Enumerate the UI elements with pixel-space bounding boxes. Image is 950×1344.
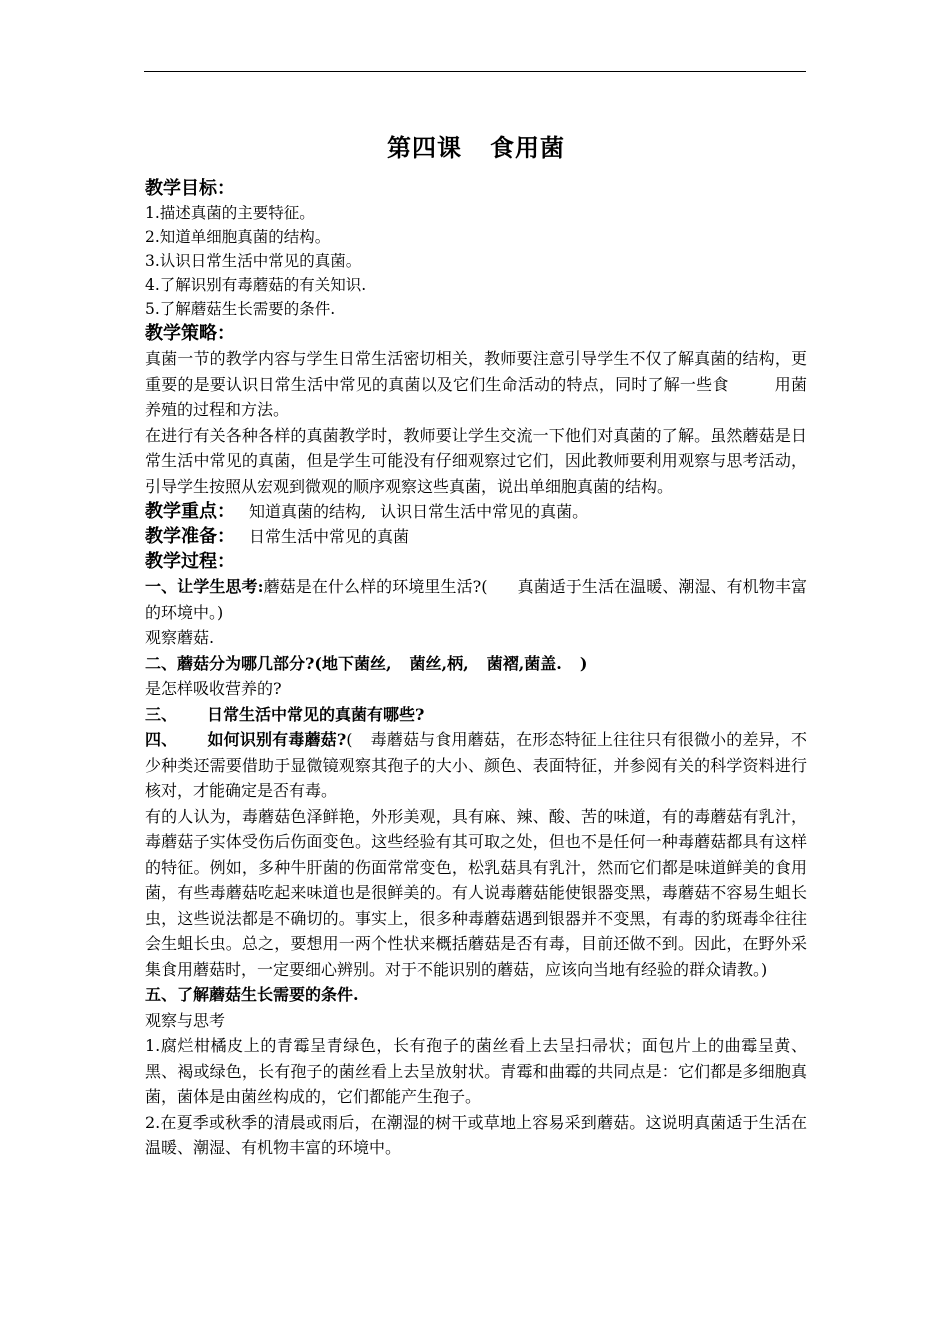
objective-item: 1.描述真菌的主要特征。 [145, 204, 315, 222]
objective-item: 2.知道单细胞真菌的结构。 [145, 228, 331, 246]
step-2-note: 是怎样吸收营养的? [145, 679, 282, 698]
step-1-label: 一、让学生思考: [145, 577, 264, 596]
step-5-paragraph-1: 1.腐烂柑橘皮上的青霉呈青绿色，长有孢子的菌丝看上去呈扫帚状；面包片上的曲霉呈黄、黑、褐或绿色，长有孢子的菌丝看上去呈放射状。青霉和曲霉的共同点是：它们都是多细胞真菌，菌体是由菌丝构成的，它们都能产生孢子。 [145, 1036, 807, 1106]
objective-item: 5.了解蘑菇生长需要的条件. [145, 300, 336, 318]
objective-item: 4.了解识别有毒蘑菇的有关知识. [145, 276, 367, 294]
step-2-text: ) [579, 653, 588, 673]
process-heading: 教学过程： [145, 551, 235, 572]
strategy-section [145, 321, 807, 499]
step-4-paragraph-2: 有的人认为，毒蘑菇色泽鲜艳，外形美观，具有麻、辣、酸、苦的味道，有的毒蘑菇有乳汁，毒蘑菇子实体受伤后伤面变色。这些经验有其可取之处，但也不是任何一种毒蘑菇都具有这样的特征。例如，多种牛肝菌的伤面常常变色，松乳菇具有乳汁，然而它们都是味道鲜美的食用菌，有些毒蘑菇吃起来味道也是很鲜美的。有人说毒蘑菇能使银器变黑，毒蘑菇不容易生蛆长虫，这些说法都是不确切的。事实上，很多种毒蘑菇遇到银器并不变黑，有毒的豹斑毒伞往往会生蛆长虫。总之，要想用一两个性状来概括蘑菇是否有毒，目前还做不到。因此，在野外采集食用蘑菇时，一定要细心辨别。对于不能识别的蘑菇，应该向当地有经验的群众请教。) [145, 806, 807, 979]
step-1-question: 蘑菇是在什么样的环境里生活?( [263, 577, 488, 596]
header-rule [144, 71, 806, 72]
step-4-label: 四、 [145, 730, 178, 749]
step-5-paragraph-2: 2.在夏季或秋季的清晨或雨后，在潮湿的树干或草地上容易采到蘑菇。这说明真菌适于生活在温暖、潮湿、有机物丰富的环境中。 [145, 1112, 807, 1157]
document-body [145, 130, 807, 1161]
objectives-heading: 教学目标： [145, 178, 235, 199]
step-3 [145, 702, 807, 728]
page-title [145, 130, 807, 166]
step-2-text: 菌丝,柄, [409, 653, 469, 673]
strategy-heading: 教学策略： [145, 323, 235, 344]
process-section [145, 549, 807, 1161]
keypoints-text: 认识日常生活中常见的真菌。 [380, 502, 589, 521]
step-4 [145, 727, 807, 804]
step-4-answer: 毒蘑菇与食用蘑菇，在形态特征上往往只有很微小的差异，不少种类还需要借助于显微镜观察其孢子的大小、颜色、表面特征，并参阅有关的科学资料进行核对，才能确定是否有毒。 [145, 730, 807, 800]
strategy-paragraph-1 [145, 346, 807, 423]
step-5-subheading: 观察与思考 [145, 1010, 226, 1030]
strategy-text: 用菌养殖的过程和方法。 [145, 374, 807, 419]
objective-item: 3.认识日常生活中常见的真菌。 [145, 252, 362, 270]
strategy-text: 真菌一节的教学内容与学生日常生活密切相关，教师要注意引导学生不仅了解真菌的结构，更重要的是要认识日常生活中常见的真菌以及它们生命活动的特点，同时了解一些食 [145, 349, 807, 394]
step-1-answer: 真菌适于生活在温暖、潮湿、有机物丰富的环境中。) [145, 577, 807, 622]
step-4-paren: ( [346, 730, 353, 749]
step-3-text: 日常生活中常见的真菌有哪些? [207, 704, 425, 724]
step-1 [145, 574, 807, 625]
preparation-text: 日常生活中常见的真菌 [249, 527, 410, 546]
preparation-heading: 教学准备： [145, 526, 235, 547]
title-lesson: 第四课 [387, 134, 462, 162]
keypoints-text: 知道真菌的结构, [249, 502, 367, 521]
objectives-section [145, 176, 807, 321]
keypoints-heading: 教学重点： [145, 501, 235, 522]
step-2-text: 二、蘑菇分为哪几部分?(地下菌丝, [145, 653, 392, 673]
step-3-label: 三、 [145, 704, 178, 724]
step-2-text: 菌褶,菌盖. [486, 653, 562, 673]
preparation-row [145, 524, 807, 549]
title-topic: 食用菌 [490, 134, 565, 162]
step-5: 五、了解蘑菇生长需要的条件. [145, 985, 359, 1004]
step-1-note: 观察蘑菇. [145, 628, 215, 647]
step-2 [145, 651, 807, 677]
strategy-paragraph-2: 在进行有关各种各样的真菌教学时，教师要让学生交流一下他们对真菌的了解。虽然蘑菇是日常生活中常见的真菌，但是学生可能没有仔细观察过它们，因此教师要利用观察与思考活动，引导学生按照从宏观到微观的顺序观察这些真菌，说出单细胞真菌的结构。 [145, 425, 807, 496]
step-4-question: 如何识别有毒蘑菇? [207, 730, 347, 749]
keypoints-row [145, 499, 807, 524]
